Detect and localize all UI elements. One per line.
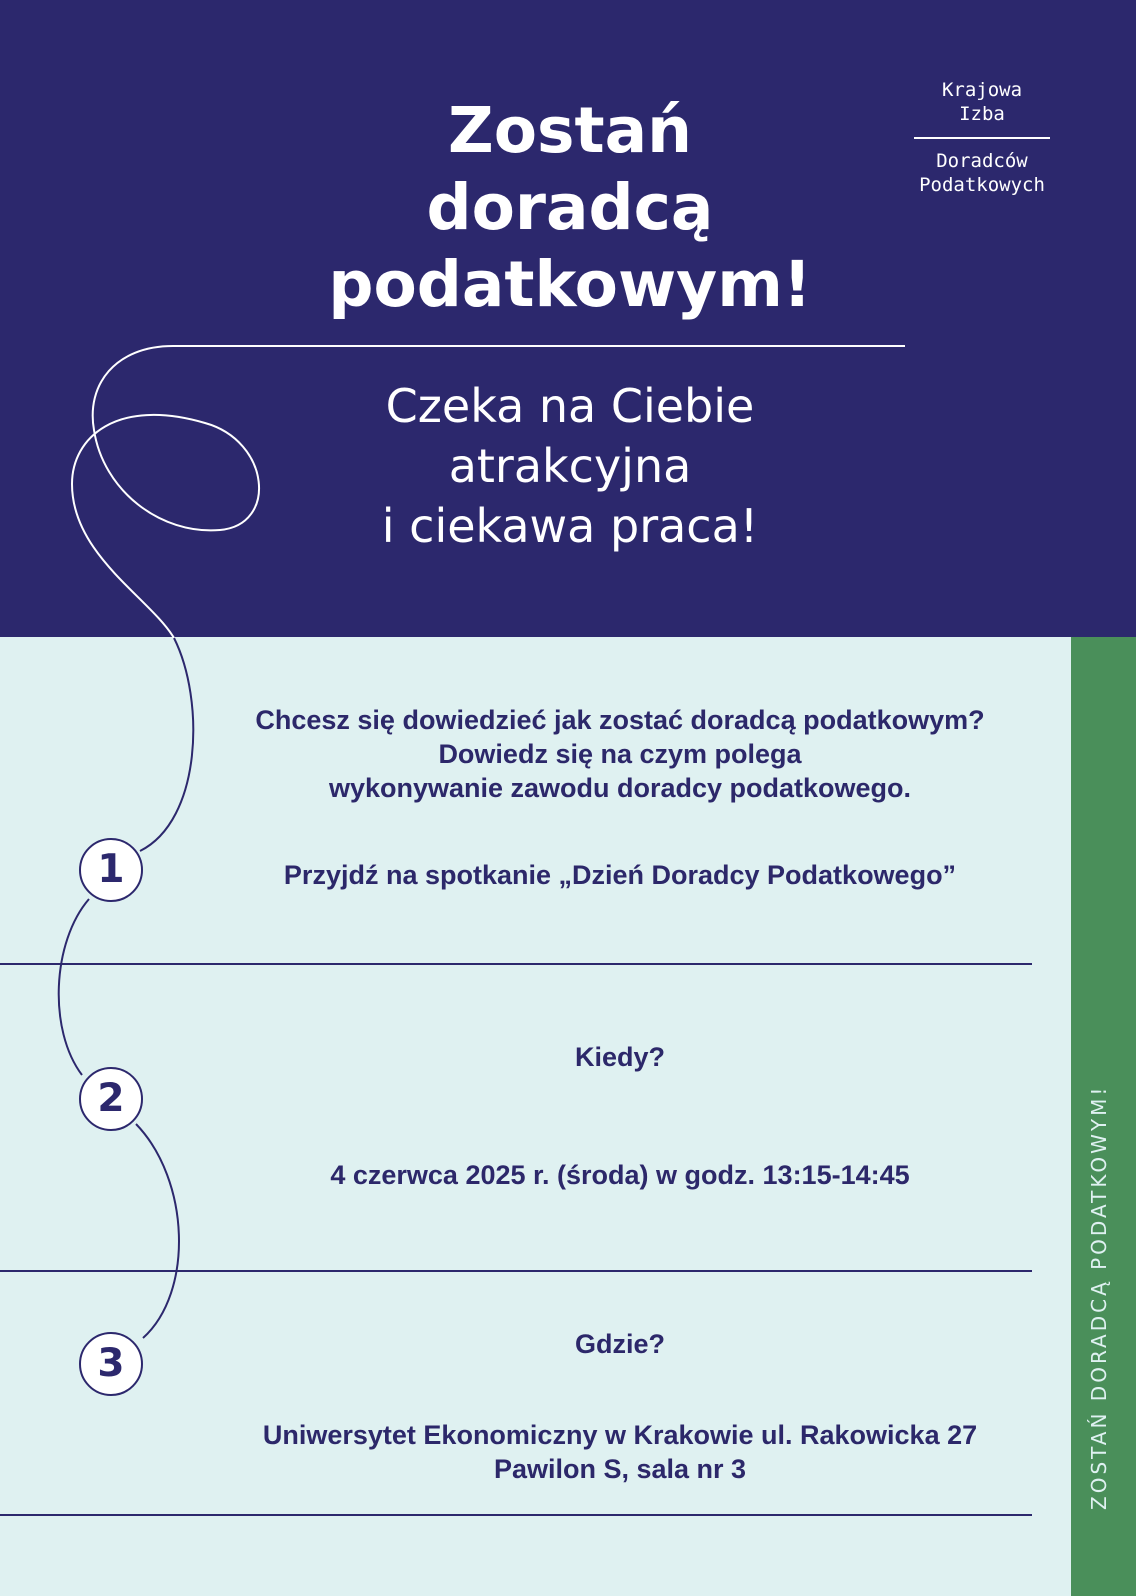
headline (292, 92, 848, 323)
section-2-answer: 4 czerwca 2025 r. (środa) w godz. 13:15-14:45 (330, 1160, 910, 1190)
logo-divider (914, 137, 1050, 139)
section-3-answer-line-1: Uniwersytet Ekonomiczny w Krakowie ul. Rakowicka 27 (262, 1420, 978, 1450)
section-2-question: Kiedy? (574, 1042, 666, 1072)
krajowa-izba-logo (894, 78, 1070, 197)
navy-thread-segment-1 (140, 638, 193, 851)
section-1-line-1: Chcesz się dowiedzieć jak zostać doradcą podatkowym? (255, 705, 985, 735)
headline-line-1: Zostań (448, 94, 692, 167)
section-3-answer-line-2: Pawilon S, sala nr 3 (493, 1454, 747, 1484)
logo-line-izba: Izba (959, 103, 1005, 125)
navy-thread-segment-3 (136, 1124, 179, 1338)
section-3-question: Gdzie? (574, 1329, 665, 1359)
vertical-tagline: ZOSTAŃ DORADCĄ PODATKOWYM! (1087, 1084, 1111, 1510)
subheadline (322, 376, 818, 556)
headline-line-2: doradcą (426, 171, 714, 244)
step-number-1: 1 (79, 838, 143, 902)
navy-thread-segment-2 (59, 899, 89, 1075)
section-1-line-2: Dowiedz się na czym polega (438, 739, 802, 769)
section-1-cta: Przyjdź na spotkanie „Dzień Doradcy Podatkowego” (283, 860, 957, 890)
subheadline-line-2: atrakcyjna (448, 439, 692, 493)
step-number-3: 3 (79, 1332, 143, 1396)
section-divider-3 (0, 1514, 1032, 1516)
logo-line-doradcow: Doradców (936, 150, 1028, 172)
section-divider-2 (0, 1270, 1032, 1272)
step-number-2: 2 (79, 1067, 143, 1131)
section-divider-1 (0, 963, 1032, 965)
section-3-answer (200, 1418, 1040, 1486)
logo-line-podatkowych: Podatkowych (919, 174, 1045, 196)
section-1-intro (200, 703, 1040, 805)
subheadline-line-3: i ciekawa praca! (381, 499, 759, 553)
section-1-line-3: wykonywanie zawodu doradcy podatkowego. (328, 773, 912, 803)
subheadline-line-1: Czeka na Ciebie (385, 379, 755, 433)
headline-line-3: podatkowym! (328, 248, 812, 321)
logo-line-krajowa: Krajowa (941, 79, 1023, 101)
